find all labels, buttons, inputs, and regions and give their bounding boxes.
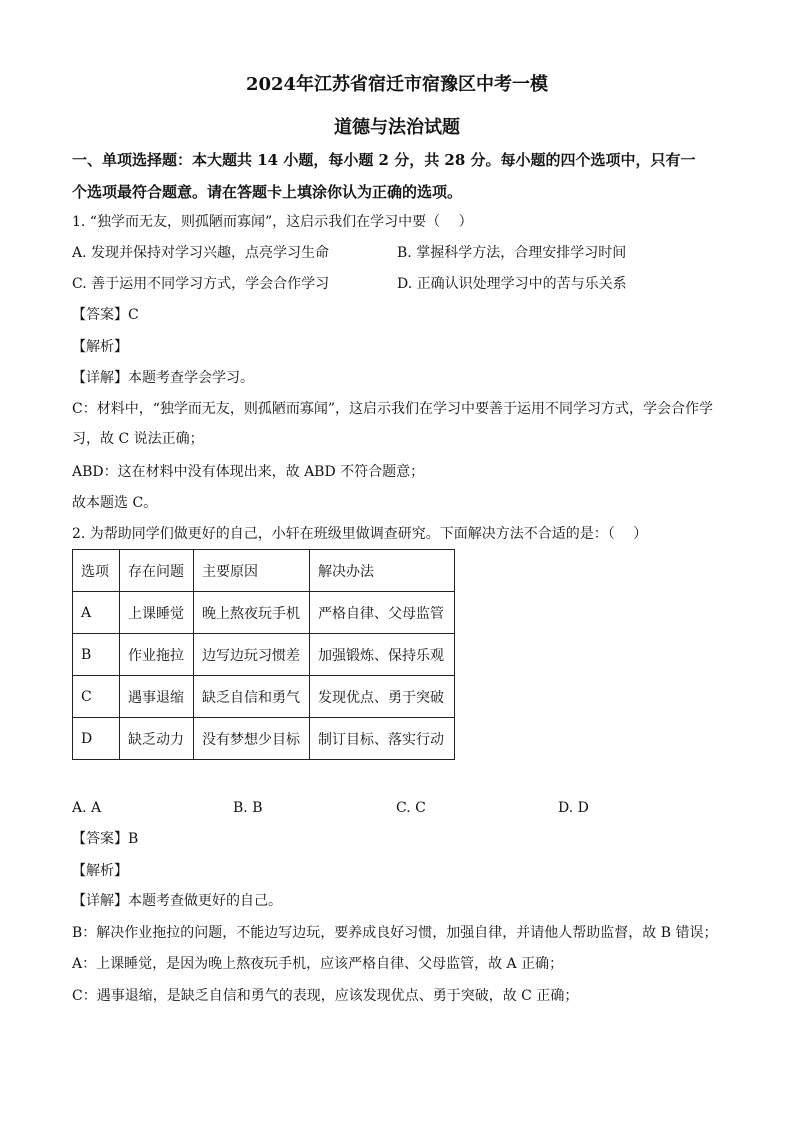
table-cell: 没有梦想少目标 — [194, 718, 310, 760]
q2-option-c: C. C — [396, 800, 426, 816]
table-header-cell: 存在问题 — [120, 550, 194, 592]
table-header-cell: 主要原因 — [194, 550, 310, 592]
table-cell: 缺乏自信和勇气 — [194, 676, 310, 718]
table-header-cell: 解决办法 — [310, 550, 455, 592]
section-heading-line1: 一、单项选择题：本大题共 14 小题，每小题 2 分，共 28 分。每小题的四个选项中，只有一 — [72, 151, 696, 169]
q2-explain-line3: C：遇事退缩，是缺乏自信和勇气的表现，应该发现优点、勇于突破，故 C 正确； — [72, 988, 579, 1004]
table-cell: C — [73, 676, 120, 718]
table-header-cell: 选项 — [73, 550, 120, 592]
q1-explain-line2: 习，故 C 说法正确； — [72, 431, 204, 447]
q2-analysis-label: 【解析】 — [72, 863, 128, 879]
table-cell: 晚上熬夜玩手机 — [194, 592, 310, 634]
q2-option-a: A. A — [72, 800, 102, 816]
table-row — [73, 718, 455, 760]
table-cell: D — [73, 718, 120, 760]
table-cell: 边写边玩习惯差 — [194, 634, 310, 676]
q1-option-d: D. 正确认识处理学习中的苦与乐关系 — [397, 276, 627, 292]
q1-option-a: A. 发现并保持对学习兴趣，点亮学习生命 — [72, 245, 330, 261]
table-cell: B — [73, 634, 120, 676]
q2-explain-line2: A：上课睡觉，是因为晚上熬夜玩手机，应该严格自律、父母监管，故 A 正确； — [72, 956, 564, 972]
section-heading-line2: 个选项最符合题意。请在答题卡上填涂你认为正确的选项。 — [72, 183, 463, 201]
table-cell: A — [73, 592, 120, 634]
table-cell: 上课睡觉 — [120, 592, 194, 634]
q1-analysis-label: 【解析】 — [72, 339, 128, 355]
q1-explain-line1: C：材料中，“独学而无友，则孤陋而寡闻”，这启示我们在学习中要善于运用不同学习方式，学会合作学 — [72, 401, 714, 417]
q2-table — [72, 549, 455, 760]
table-cell: 加强锻炼、保持乐观 — [310, 634, 455, 676]
q1-detail: 【详解】本题考查学会学习。 — [72, 370, 254, 386]
q2-option-b: B. B — [233, 800, 263, 816]
q1-option-b: B. 掌握科学方法，合理安排学习时间 — [397, 245, 627, 261]
table-row — [73, 634, 455, 676]
q2-detail: 【详解】本题考查做更好的自己。 — [72, 893, 282, 909]
table-cell: 作业拖拉 — [120, 634, 194, 676]
table-cell: 发现优点、勇于突破 — [310, 676, 455, 718]
exam-title: 2024年江苏省宿迁市宿豫区中考一模 — [245, 74, 549, 95]
exam-subject-title: 道德与法治试题 — [334, 117, 460, 138]
q1-answer: 【答案】C — [72, 307, 139, 323]
table-row — [73, 592, 455, 634]
table-cell: 制订目标、落实行动 — [310, 718, 455, 760]
q1-option-c: C. 善于运用不同学习方式，学会合作学习 — [72, 276, 330, 292]
table-cell: 严格自律、父母监管 — [310, 592, 455, 634]
q2-explain-line1: B：解决作业拖拉的问题，不能边写边玩，要养成良好习惯，加强自律，并请他人帮助监督，故 B 错误； — [72, 925, 718, 941]
q2-stem: 2. 为帮助同学们做更好的自己，小轩在班级里做调查研究。下面解决方法不合适的是：（ ） — [72, 526, 648, 542]
q1-conclusion: 故本题选 C。 — [72, 495, 158, 511]
q1-stem: 1. “独学而无友，则孤陋而寡闻”，这启示我们在学习中要（ ） — [72, 214, 473, 230]
table-cell: 缺乏动力 — [120, 718, 194, 760]
q1-explain-line3: ABD：这在材料中没有体现出来，故 ABD 不符合题意； — [72, 464, 425, 480]
q2-option-d: D. D — [558, 800, 589, 816]
table-row — [73, 676, 455, 718]
q2-answer: 【答案】B — [72, 831, 139, 847]
table-header-row — [73, 550, 455, 592]
table-cell: 遇事退缩 — [120, 676, 194, 718]
